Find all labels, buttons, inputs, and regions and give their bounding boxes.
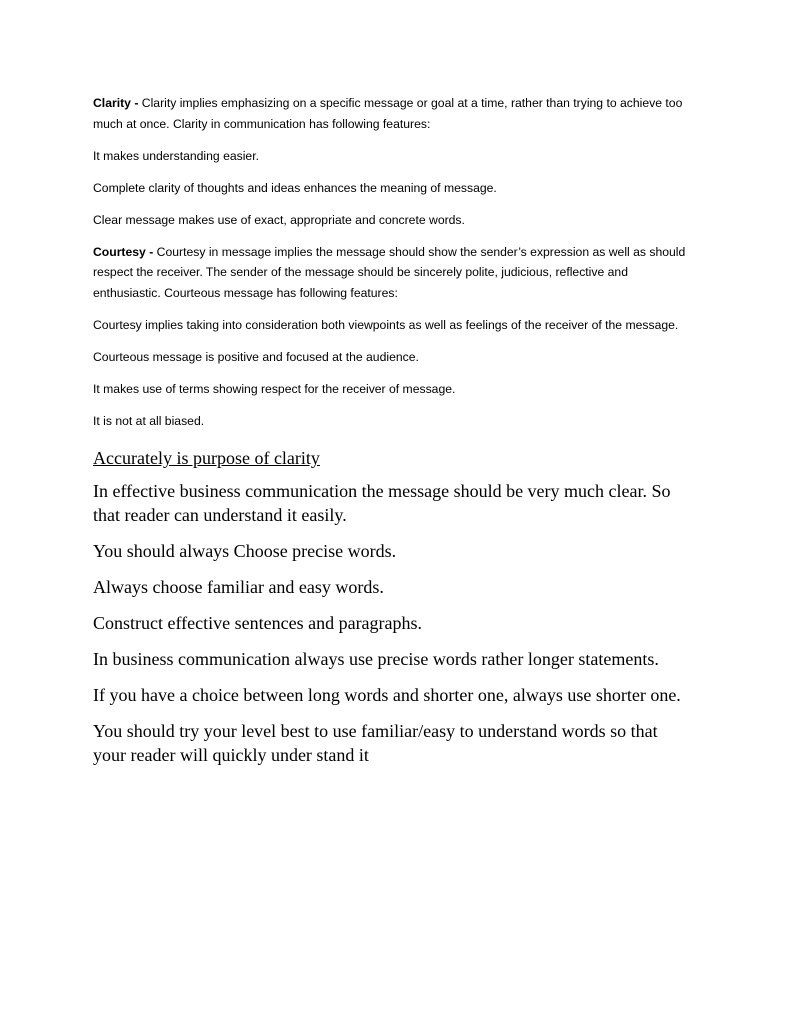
clarity-feature: Clear message makes use of exact, appropriate and concrete words. <box>93 212 465 227</box>
accuracy-paragraph: In business communication always use precise words rather longer statements. <box>93 649 659 669</box>
courtesy-feature: It makes use of terms showing respect for the receiver of message. <box>93 381 456 396</box>
courtesy-term: Courtesy - <box>93 244 154 259</box>
accuracy-paragraph: You should try your level best to use familiar/easy to understand words so that your reader will quickly under stand it <box>93 721 658 765</box>
accuracy-paragraph: In effective business communication the message should be very much clear. So that reader can understand it easily. <box>93 481 671 525</box>
accuracy-paragraph: Construct effective sentences and paragraphs. <box>93 613 423 633</box>
courtesy-feature: It is not at all biased. <box>93 413 205 428</box>
courtesy-feature: Courteous message is positive and focused at the audience. <box>93 349 419 364</box>
clarity-feature: Complete clarity of thoughts and ideas enhances the meaning of message. <box>93 180 497 195</box>
courtesy-feature: Courtesy implies taking into consideration both viewpoints as well as feelings of the receiver of the message. <box>93 317 679 332</box>
courtesy-definition <box>93 242 693 304</box>
courtesy-definition-text: Courtesy in message implies the message should show the sender’s expression as well as should respect the receiver. The sender of the message should be sincerely polite, judicious, reflective and enthusiastic. Courteous message has following features: <box>93 244 686 300</box>
clarity-definition-text: Clarity implies emphasizing on a specific message or goal at a time, rather than trying to achieve too much at once. Clarity in communication has following features: <box>93 96 683 131</box>
accuracy-paragraph: If you have a choice between long words and shorter one, always use shorter one. <box>93 685 681 705</box>
clarity-term: Clarity - <box>93 96 139 110</box>
clarity-feature: It makes understanding easier. <box>93 148 259 163</box>
accuracy-heading: Accurately is purpose of clarity <box>93 448 320 468</box>
document-page <box>93 93 693 779</box>
clarity-definition <box>93 93 693 134</box>
accuracy-paragraph: You should always Choose precise words. <box>93 541 397 561</box>
accuracy-paragraph: Always choose familiar and easy words. <box>93 577 384 597</box>
